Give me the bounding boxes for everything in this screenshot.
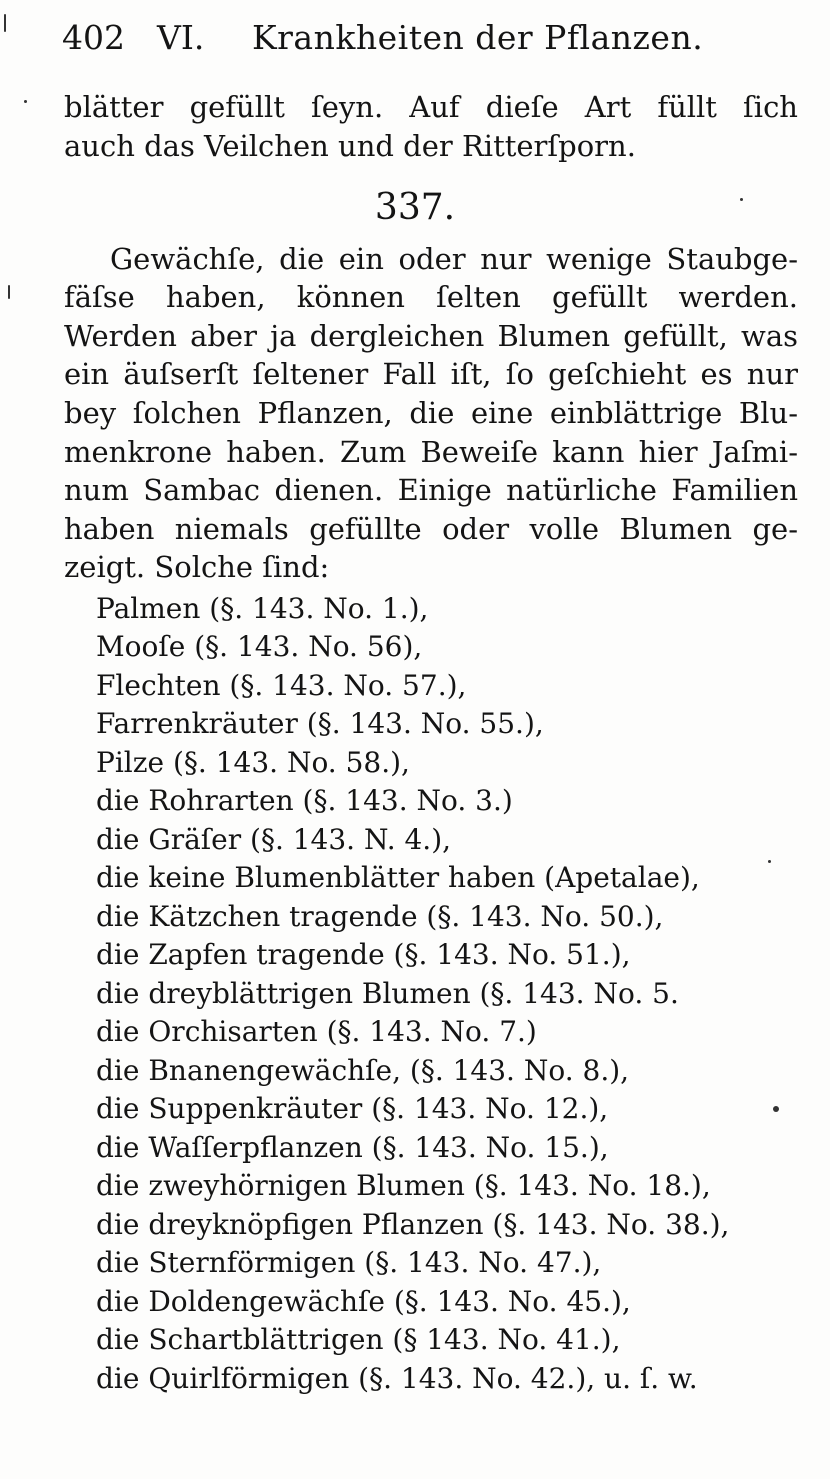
- chapter-number: VI.: [157, 18, 205, 57]
- text-line: auch das Veilchen und der Ritterſporn.: [64, 129, 636, 163]
- list-item: die Doldengewächſe (§. 143. No. 45.),: [96, 1285, 631, 1318]
- list-item: die dreyblättrigen Blumen (§. 143. No. 5.: [96, 977, 679, 1010]
- text-line: menkrone haben. Zum Beweiſe kann hier Jaſmi-: [64, 435, 798, 469]
- page-number: 402: [62, 18, 125, 57]
- list-item: die Waſſerpflanzen (§. 143. No. 15.),: [96, 1131, 609, 1164]
- list-item: die Orchisarten (§. 143. No. 7.): [96, 1015, 537, 1048]
- section-number: 337.: [374, 187, 456, 228]
- text-line: fäſse haben, können ſelten gefüllt werden.: [64, 280, 798, 314]
- text-line: ein äuſserſt ſeltener Fall iſt, ſo geſchieht es nur: [64, 357, 798, 391]
- list-item: die Rohrarten (§. 143. No. 3.): [96, 784, 513, 817]
- list-item: Pilze (§. 143. No. 58.),: [96, 746, 410, 779]
- list-item: die Kätzchen tragende (§. 143. No. 50.),: [96, 900, 664, 933]
- running-title: Krankheiten der Pflanzen.: [252, 18, 704, 57]
- list-item: die dreyknöpfigen Pflanzen (§. 143. No. 38.),: [96, 1208, 730, 1241]
- list-item: die keine Blumenblätter haben (Apetalae),: [96, 861, 700, 894]
- text-line: num Sambac dienen. Einige natürliche Familien: [64, 473, 798, 507]
- text-line: Gewächſe, die ein oder nur wenige Staubge-: [110, 242, 798, 276]
- list-item: die Zapfen tragende (§. 143. No. 51.),: [96, 938, 631, 971]
- list-item: die Quirlförmigen (§. 143. No. 42.), u. ſ. w.: [96, 1362, 698, 1395]
- list-item: die zweyhörnigen Blumen (§. 143. No. 18.),: [96, 1169, 711, 1202]
- text-line: blätter gefüllt ſeyn. Auf dieſe Art füllt ſich: [64, 90, 798, 124]
- ink-speck: [24, 100, 27, 103]
- list-item: die Schartblättrigen (§ 143. No. 41.),: [96, 1323, 621, 1356]
- text-line: haben niemals gefüllte oder volle Blumen ge-: [64, 512, 798, 546]
- text-line: Werden aber ja dergleichen Blumen gefüllt, was: [64, 319, 798, 353]
- list-item: Mooſe (§. 143. No. 56),: [96, 630, 423, 663]
- ink-speck: [773, 1106, 779, 1112]
- list-item: die Gräſer (§. 143. N. 4.),: [96, 823, 452, 856]
- list-item: Farrenkräuter (§. 143. No. 55.),: [96, 707, 544, 740]
- ink-speck: [4, 14, 6, 32]
- running-header: [62, 14, 762, 62]
- list-item: Palmen (§. 143. No. 1.),: [96, 592, 429, 625]
- list-item: Flechten (§. 143. No. 57.),: [96, 669, 467, 702]
- text-line: bey ſolchen Pflanzen, die eine einblättrige Blu-: [64, 396, 798, 430]
- list-item: die Sternförmigen (§. 143. No. 47.),: [96, 1246, 602, 1279]
- text-line: zeigt. Solche ſind:: [64, 550, 330, 584]
- ink-speck: [8, 285, 10, 299]
- list-item: die Bnanengewächſe, (§. 143. No. 8.),: [96, 1054, 630, 1087]
- list-item: die Suppenkräuter (§. 143. No. 12.),: [96, 1092, 609, 1125]
- ink-speck: [768, 860, 771, 863]
- ink-speck: [740, 198, 743, 201]
